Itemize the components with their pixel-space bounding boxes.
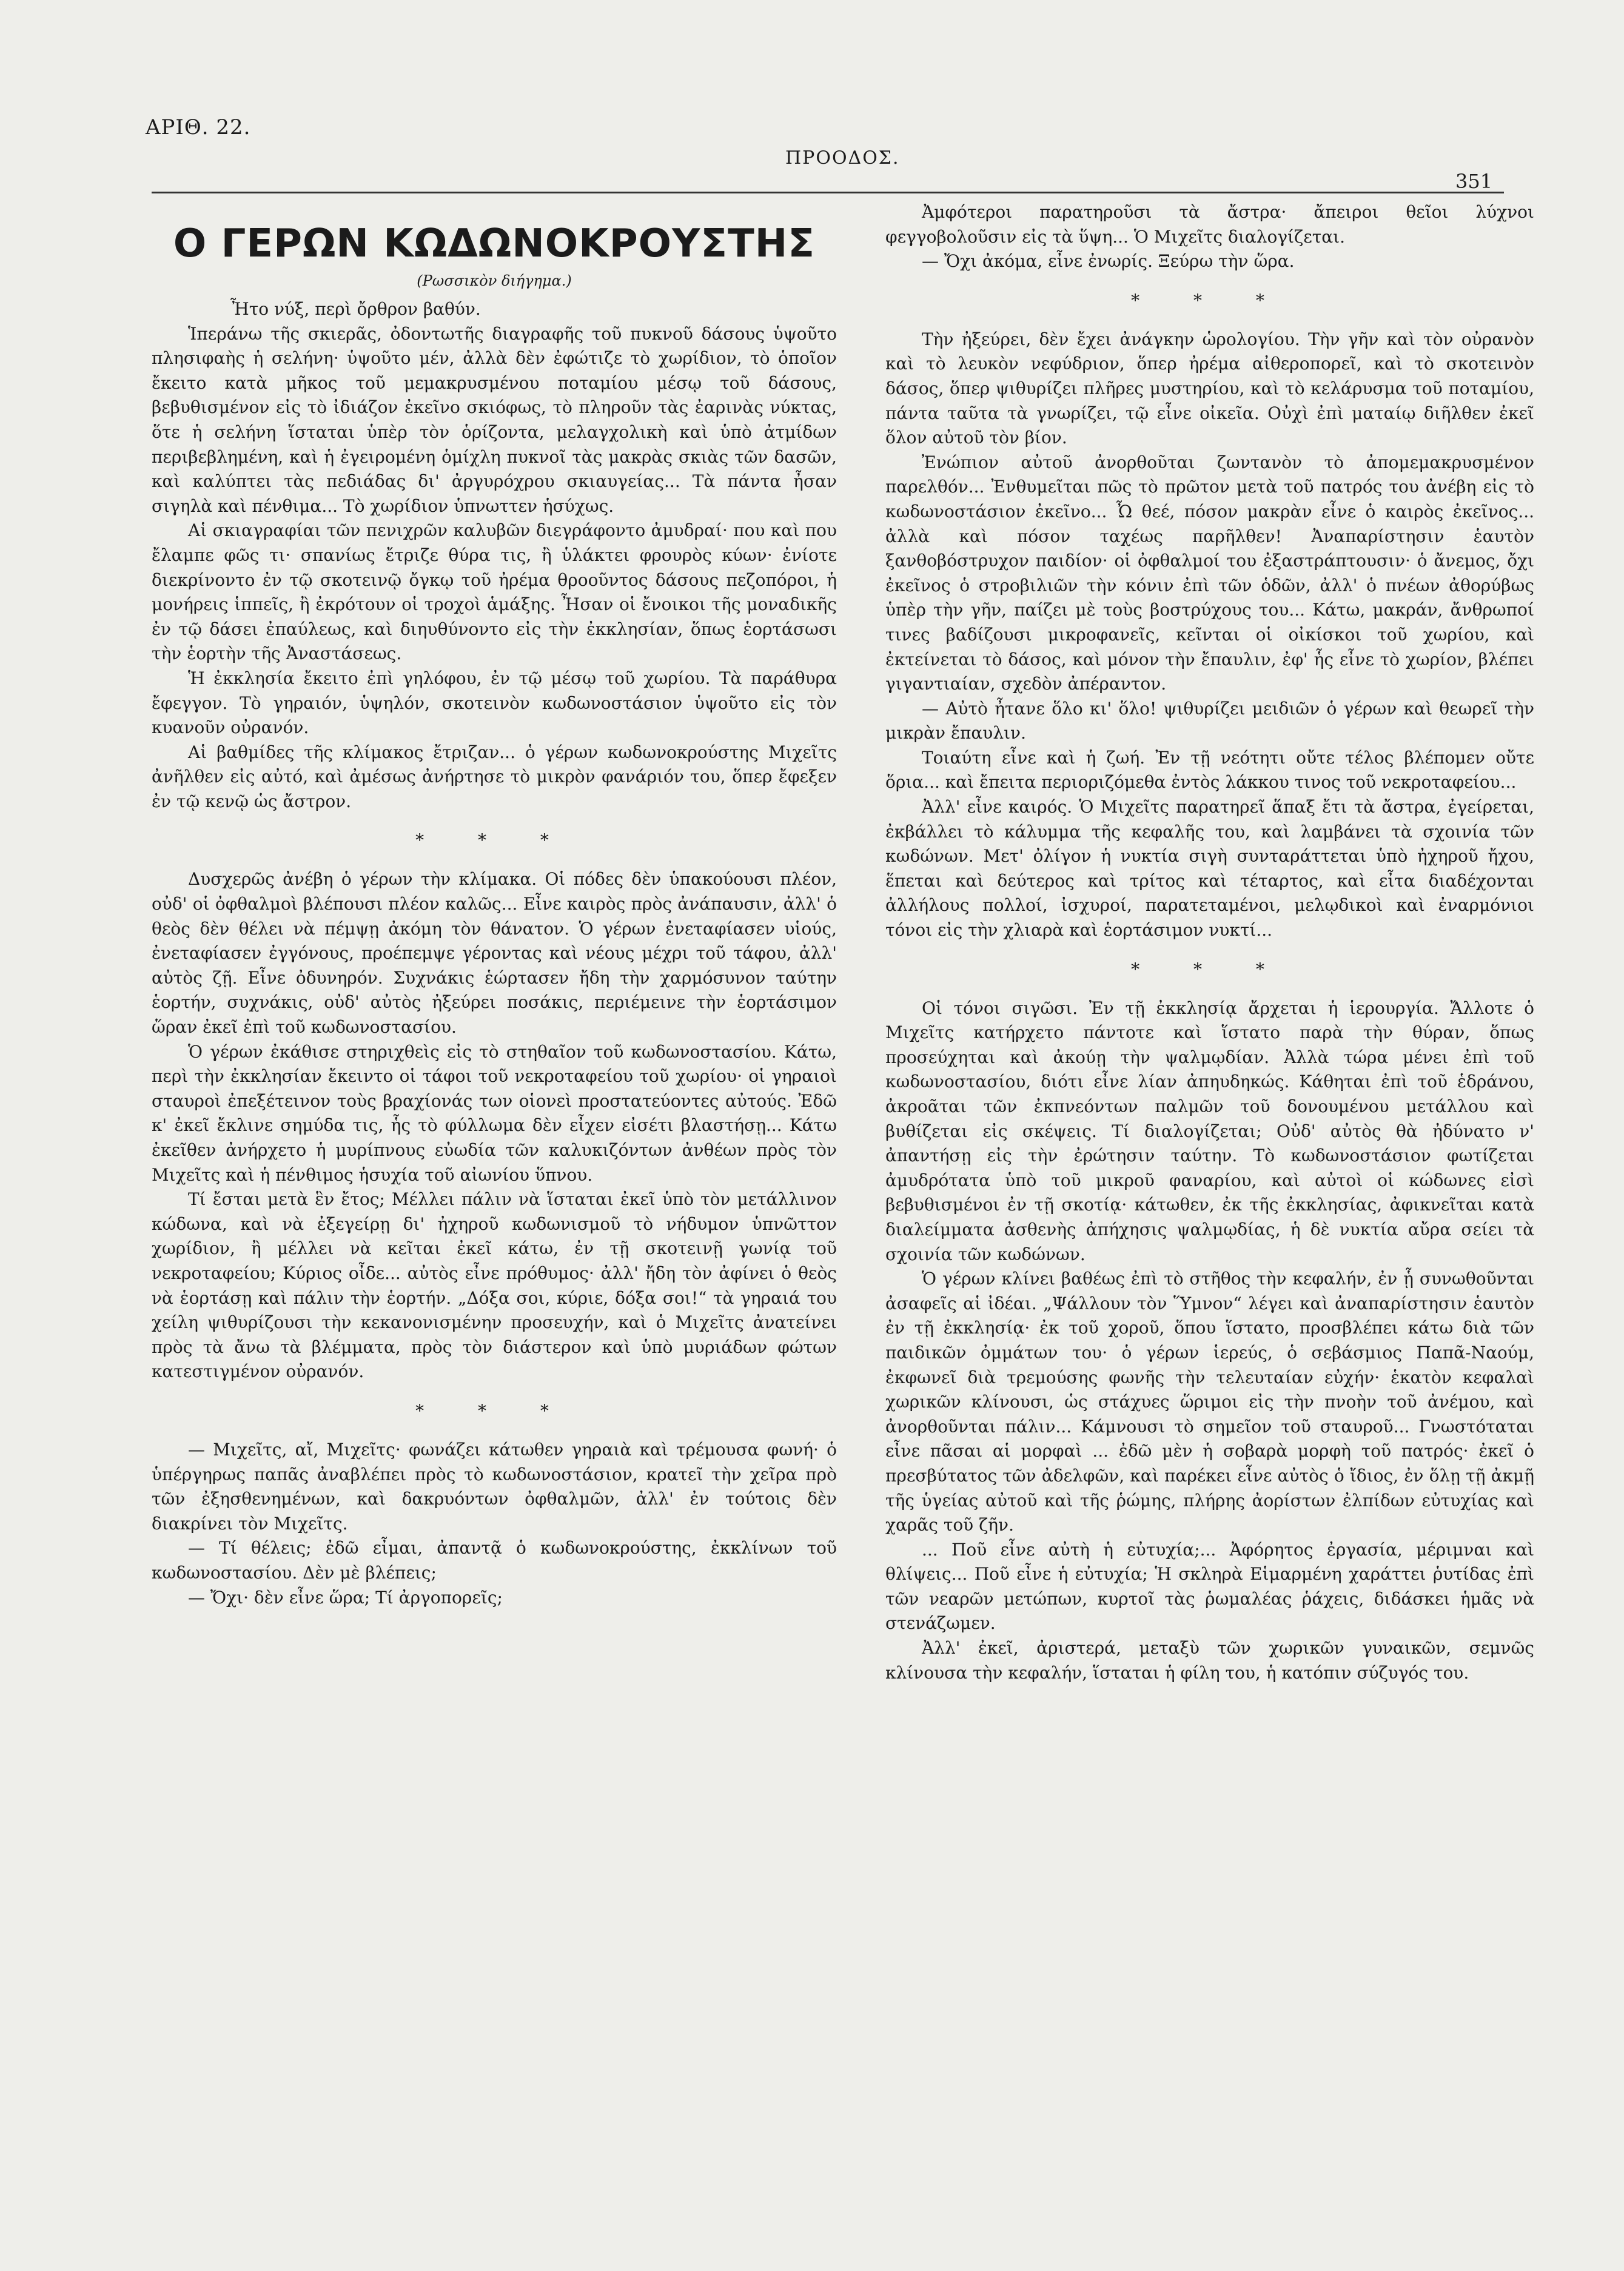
- paragraph: Ἡ ἐκκλησία ἔκειτο ἐπὶ γηλόφου, ἐν τῷ μέσῳ τοῦ χωρίου. Τὰ παράθυρα ἔφεγγον. Τὸ γηραιόν, ὑψηλόν, σκοτεινὸν κωδωνοστάσιον ὑψοῦτο εἰς τὸν κυανοῦν οὐρανόν.: [152, 668, 837, 738]
- paragraph: Ἀλλ' εἶνε καιρός. Ὁ Μιχεῖτς παρατηρεῖ ἅπαξ ἔτι τὰ ἄστρα, ἐγείρεται, ἐκβάλλει τὸ κάλυμμα τῆς κεφαλῆς του, καὶ λαμβάνει τὰ σχοινία τῶν κωδώνων. Μετ' ὀλίγον ἡ νυκτία σιγὴ συνταράττεται ὑπὸ ἠχηροῦ ἤχου, ἕπεται καὶ δεύτερος καὶ τρίτος καὶ τέταρτος, καὶ εἶτα διαδέχονται ἀλλήλους πολλοί, ἰσχυροί, παρατεταμένοι, μελῳδικοὶ καὶ ἐναρμόνιοι τόνοι εἰς τὴν χλιαρὰ καὶ ἑορτάσιμον νυκτί...: [885, 797, 1534, 941]
- paragraph: — Τί θέλεις; ἐδῶ εἶμαι, ἀπαντᾷ ὁ κωδωνοκρούστης, ἐκκλίνων τοῦ κωδωνοστασίου. Δὲν μὲ βλέπεις;: [152, 1538, 837, 1583]
- header-rule: [152, 192, 1504, 193]
- paragraph: Τὴν ἠξεύρει, δὲν ἔχει ἀνάγκην ὡρολογίου. Τὴν γῆν καὶ τὸν οὐρανὸν καὶ τὸ λευκὸν νεφύδριον, ὅπερ ἠρέμα αἰθεροπορεῖ, καὶ τὸ σκοτεινὸν δάσος, ὅπερ ψιθυρίζει πλῆρες μυστηρίου, καὶ τὸ κελάρυσμα τοῦ ποταμίου, πάντα ταῦτα τὰ γνωρίζει, τῷ εἶνε οἰκεῖα. Οὐχὶ ἐπὶ ματαίῳ διῆλθεν ἐκεῖ ὅλον αὐτοῦ τὸν βίον.: [885, 329, 1534, 448]
- paragraph: — Αὐτὸ ἦτανε ὅλο κι' ὅλο! ψιθυρίζει μειδιῶν ὁ γέρων καὶ θεωρεῖ τὴν μικρὰν ἔπαυλιν.: [885, 698, 1534, 743]
- paragraph: Ἱπεράνω τῆς σκιερᾶς, ὀδοντωτῆς διαγραφῆς τοῦ πυκνοῦ δάσους ὑψοῦτο πλησιφαὴς ἡ σελήνη· ὑψοῦτο μέν, ἀλλὰ δὲν ἐφώτιζε τὸ χωρίδιον, τὸ ὁποῖον ἔκειτο κατὰ μῆκος τοῦ μεμακρυσμένου ποταμίου μέσῳ τοῦ δάσους, βεβυθισμένον εἰς τὸ ἰδιάζον ἐκεῖνο σκιόφως, τὸ πληροῦν τὰς ἐαρινὰς νύκτας, ὅτε ἡ σελήνη ἵσταται ὑπὲρ τὸν ὁρίζοντα, μελαγχολικὴ καὶ ὑπὸ ἀτμίδων περιβεβλημένη, καὶ ἡ ἐγειρομένη ὁμίχλη πυκνοῖ τὰς μακρὰς σκιὰς τῶν δασῶν, καὶ καλύπτει τὰς πεδιάδας δι' ἀργυρόχρου σκιαυγείας... Τὰ πάντα ἦσαν σιγηλὰ καὶ πένθιμα... Τὸ χωρίδιον ὑπνωττεν ἡσύχως.: [152, 323, 837, 516]
- paragraph: Ἀμφότεροι παρατηροῦσι τὰ ἄστρα· ἄπειροι θεῖοι λύχνοι φεγγοβολοῦσιν εἰς τὰ ὕψη... Ὁ Μιχεῖτς διαλογίζεται.: [885, 202, 1534, 247]
- section-separator: * * *: [415, 830, 573, 851]
- section-separator: * * *: [415, 1400, 573, 1421]
- paragraph: Οἱ τόνοι σιγῶσι. Ἐν τῇ ἐκκλησίᾳ ἄρχεται ἡ ἱερουργία. Ἄλλοτε ὁ Μιχεῖτς κατήρχετο πάντοτε καὶ ἵστατο παρὰ τὴν θύραν, ὅπως προσεύχηται καὶ ἀκούῃ τὴν ψαλμῳδίαν. Ἀλλὰ τώρα μένει ἐπὶ τοῦ κωδωνοστασίου, διότι εἶνε λίαν ἀπηυδηκώς. Κάθηται ἐπὶ τοῦ ἑδράνου, ἀκροᾶται τῶν ἐκπνεόντων παλμῶν τοῦ δονουμένου μετάλλου καὶ βυθίζεται εἰς σκέψεις. Τί διαλογίζεται; Οὐδ' αὐτὸς θὰ ἠδύνατο ν' ἀπαντήσῃ εἰς τὴν ἐρώτησιν ταύτην. Τὸ κωδωνοστάσιον φωτίζεται ἀμυδρότατα ὑπὸ τοῦ μικροῦ φαναρίου, καὶ αὐτοὶ οἱ κώδωνες εἰσὶ βεβυθισμένοι ἐν τῇ σκοτίᾳ· κάτωθεν, ἐκ τῆς ἐκκλησίας, ἀφικνεῖται κατὰ διαλείμματα ἀσθενὴς ἀπήχησις ψαλμῳδίας, ἡ δὲ νυκτία αὔρα σείει τὰ σχοινία τῶν κωδώνων.: [885, 998, 1534, 1264]
- paragraph: — Μιχεῖτς, αἴ, Μιχεῖτς· φωνάζει κάτωθεν γηραιὰ καὶ τρέμουσα φωνή· ὁ ὑπέργηρως παπᾶς ἀναβλέπει πρὸς τὸ κωδωνοστάσιον, κρατεῖ τὴν χεῖρα πρὸ τῶν ἐξησθενημένων, καὶ δακρυόντων ὀφθαλμῶν, ἀλλ' ἐν τούτοις δὲν διακρίνει τὸν Μιχεῖτς.: [152, 1439, 837, 1534]
- paragraph: ... Ποῦ εἶνε αὐτὴ ἡ εὐτυχία;... Ἀφόρητος ἐργασία, μέριμναι καὶ θλίψεις... Ποῦ εἶνε ἡ εὐτυχία; Ἡ σκληρὰ Εἱμαρμένη χαράττει ῥυτίδας ἐπὶ τῶν νεαρῶν μετώπων, κυρτοῖ τὰς ῥωμαλέας ῥάχεις, διδάσκει ἡμᾶς νὰ στενάζωμεν.: [885, 1539, 1534, 1634]
- journal-name: ΠΡΟΟΔΟΣ.: [785, 147, 900, 169]
- paragraph: — Ὄχι ἀκόμα, εἶνε ἐνωρίς. Ξεύρω τὴν ὥρα.: [922, 251, 1295, 272]
- paragraph: Ὁ γέρων ἐκάθισε στηριχθεὶς εἰς τὸ στηθαῖον τοῦ κωδωνοστασίου. Κάτω, περὶ τὴν ἐκκλησίαν ἔκειντο οἱ τάφοι τοῦ νεκροταφείου τοῦ χωρίου· οἱ γηραιοὶ σταυροὶ ἐπεξέτεινον τοὺς βραχίονάς των οἱονεὶ προστατεύοντες αὐτούς. Ἐδῶ κ' ἐκεῖ ἔκλινε σημύδα τις, ἧς τὸ φύλλωμα δὲν εἶχεν εἰσέτι βλαστήσῃ... Κάτω ἐκεῖθεν ἀνήρχετο ἡ μυρίπνους εὐωδία τῶν καλυκιζόντων ἀνθέων πρὸς τὸν Μιχεῖτς καὶ ἡ πένθιμος ἡσυχία τοῦ αἰωνίου ὕπνου.: [152, 1041, 837, 1185]
- issue-number: ΑΡΙΘ. 22.: [146, 115, 251, 139]
- paragraph: Τί ἔσται μετὰ ἓν ἔτος; Μέλλει πάλιν νὰ ἵσταται ἐκεῖ ὑπὸ τὸν μετάλλινον κώδωνα, καὶ νὰ ἐξεγείρῃ δι' ἠχηροῦ κωδωνισμοῦ τὸ νήδυμον ὑπνῶττον χωρίδιον, ἢ μέλλει νὰ κεῖται ἐκεῖ κάτω, ἐν τῇ σκοτεινῇ γωνίᾳ τοῦ νεκροταφείου; Κύριος οἶδε... αὐτὸς εἶνε πρόθυμος· ἀλλ' ἤδη τὸν ἀφίνει ὁ θεὸς νὰ ἑορτάσῃ καὶ πάλιν τὴν ἑορτήν. „Δόξα σοι, κύριε, δόξα σοι!“ τὰ γηραιά του χείλη ψιθυρίζουσι τὴν κεκανονισμένην προσευχήν, καὶ ὁ Μιχεῖτς ἀνατείνει πρὸς τὰ ἄνω τὰ βλέμματα, πρὸς τὸν διάστερον καὶ ὑπὸ μυριάδων φώτων κατεστιγμένον οὐρανόν.: [152, 1189, 837, 1382]
- paragraph: Αἱ σκιαγραφίαι τῶν πενιχρῶν καλυβῶν διεγράφοντο ἀμυδραί· που καὶ που ἔλαμπε φῶς τι· σπανίως ἔτριζε θύρα τις, ἢ ὑλάκτει φρουρὸς κύων· ἐνίοτε διεκρίνοντο ἐν τῷ σκοτεινῷ ὄγκῳ τοῦ ἠρέμα θροοῦντος δάσους πεζοπόροι, ἡ μονήρεις ἱππεῖς, ἢ ἐκρότουν οἱ τροχοὶ ἁμάξης. Ἦσαν οἱ ἔνοικοι τῆς μοναδικῆς ἐν τῷ δάσει ἐπαύλεως, καὶ διηυθύνοντο εἰς τὴν ἐκκλησίαν, ὅπως ἑορτάσωσι τὴν ἑορτὴν τῆς Ἀναστάσεως.: [152, 520, 837, 664]
- paragraph: Δυσχερῶς ἀνέβη ὁ γέρων τὴν κλίμακα. Οἱ πόδες δὲν ὑπακούουσι πλέον, οὐδ' οἱ ὀφθαλμοὶ βλέπουσι πλέον καλῶς... Εἶνε καιρὸς πρὸς ἀνάπαυσιν, ἀλλ' ὁ θεὸς δὲν θέλει νὰ πέμψῃ ἀκόμη τὸν θάνατον. Ὁ γέρων ἐνεταφίασεν υἱούς, ἐνεταφίασεν ἐγγόνους, προέπεμψε γέροντας καὶ νέους μέχρι τοῦ τάφου, ἀλλ' αὐτὸς ζῇ. Εἶνε ὀδυνηρόν. Συχνάκις ἑώρτασεν ἤδη τὴν χαρμόσυνον ταύτην ἑορτήν, συχνάκις, οὐδ' αὐτὸς ἠξεύρει ποσάκις, περιέμεινε τὴν ἑορτάσιμον ὥραν ἐκεῖ ἐπὶ τοῦ κωδωνοστασίου.: [152, 869, 837, 1038]
- article-subtitle: (Ρωσσικὸν διήγημα.): [417, 272, 572, 289]
- paragraph: Ἦτο νύξ, περὶ ὄρθρον βαθύν.: [230, 299, 481, 319]
- article-title: Ο ΓΕΡΩΝ ΚΩΔΩΝΟΚΡΟΥΣΤΗΣ: [173, 221, 816, 266]
- paragraph: Ὁ γέρων κλίνει βαθέως ἐπὶ τὸ στῆθος τὴν κεφαλήν, ἐν ᾗ συνωθοῦνται ἀσαφεῖς αἱ ἰδέαι. „Ψάλλουν τὸν Ὕμνον“ λέγει καὶ ἀναπαρίστησιν ἑαυτὸν ἐν τῇ ἐκκλησίᾳ· ἐκ τοῦ χοροῦ, ὅπου ἵστατο, προσβλέπει κάτω διὰ τῶν παιδικῶν ὀμμάτων του· ὁ γέρων ἱερεύς, ὁ σεβάσμιος Παπᾶ-Ναούμ, ἐκφωνεῖ διὰ τρεμούσης φωνῆς τὴν τελευταίαν εὐχήν· ἑκατὸν κεφαλαὶ χωρικῶν κλίνουσι, ὡς στάχυες ὥριμοι εἰς τὴν πνοὴν τοῦ ἀνέμου, καὶ ἀνορθοῦνται πάλιν... Κάμνουσι τὸ σημεῖον τοῦ σταυροῦ... Γνωστόταται εἶνε πᾶσαι αἱ μορφαὶ ... ἐδῶ μὲν ἡ σοβαρὰ μορφὴ τοῦ πατρός· ἐκεῖ ὁ πρεσβύτατος τῶν ἀδελφῶν, καὶ παρέκει εἶνε αὐτὸς ὁ ἴδιος, ἐν ὅλῃ τῇ ἀκμῇ τῆς ὑγείας αὐτοῦ καὶ τῆς ῥώμης, πλήρης ἀορίστων ἐλπίδων εὐτυχίας καὶ χαρᾶς τοῦ ζῆν.: [885, 1269, 1534, 1535]
- page-number: 351: [1455, 170, 1493, 193]
- paragraph: Τοιαύτη εἶνε καὶ ἡ ζωή. Ἐν τῇ νεότητι οὔτε τέλος βλέπομεν οὔτε ὅρια... καὶ ἔπειτα περιοριζόμεθα ἐντὸς λάκκου τινος τοῦ νεκροταφείου...: [885, 747, 1534, 793]
- left-column: [152, 200, 837, 2183]
- paragraph: — Ὄχι· δὲν εἶνε ὥρα; Τί ἀργοπορεῖς;: [188, 1587, 503, 1608]
- section-separator: * * *: [1131, 959, 1289, 979]
- section-separator: * * *: [1131, 290, 1289, 310]
- paragraph: Αἱ βαθμίδες τῆς κλίμακος ἔτριζαν... ὁ γέρων κωδωνοκρούστης Μιχεῖτς ἀνῆλθεν εἰς αὐτό, καὶ ἀμέσως ἀνήρτησε τὸ μικρὸν φανάριόν του, ὅπερ ἔφεξεν ἐν τῷ κενῷ ὡς ἄστρον.: [152, 742, 837, 811]
- paragraph: Ἀλλ' ἐκεῖ, ἀριστερά, μεταξὺ τῶν χωρικῶν γυναικῶν, σεμνῶς κλίνουσα τὴν κεφαλήν, ἵσταται ἡ φίλη του, ἡ κατόπιν σύζυγός του.: [885, 1638, 1534, 1683]
- right-column: [885, 200, 1534, 2183]
- paragraph: Ἐνώπιον αὐτοῦ ἀνορθοῦται ζωντανὸν τὸ ἀπομεμακρυσμένον παρελθόν... Ἐνθυμεῖται πῶς τὸ πρῶτον μετὰ τοῦ πατρός του ἀνέβη εἰς τὸ κωδωνοστάσιον ἐκεῖνο... Ὦ θεέ, πόσον μακρὰν εἶνε ὁ καιρὸς ἐκεῖνος... ἀλλὰ καὶ πόσον ταχέως παρῆλθεν! Ἀναπαρίστησιν ἑαυτὸν ξανθοβόστρυχον παιδίον· οἱ ὀφθαλμοί του ἐξαστράπτουσιν· ὁ ἄνεμος, ὄχι ἐκεῖνος ὁ στροβιλιῶν τὴν κόνιν ἐπὶ τῶν ὁδῶν, ἀλλ' ὁ πνέων ἀθορύβως ὑπὲρ τὴν γῆν, παίζει μὲ τοὺς βοστρύχους του... Κάτω, μακράν, ἄνθρωποί τινες βαδίζουσι μικροφανεῖς, κεῖνται οἱ οἰκίσκοι τοῦ χωρίου, καὶ ἐκτείνεται τὸ δάσος, καὶ μόνον τὴν ἔπαυλιν, ἐφ' ἧς εἶνε τὸ χωρίον, βλέπει γιγαντιαίαν, σχεδὸν ἀπέραντον.: [885, 452, 1534, 694]
